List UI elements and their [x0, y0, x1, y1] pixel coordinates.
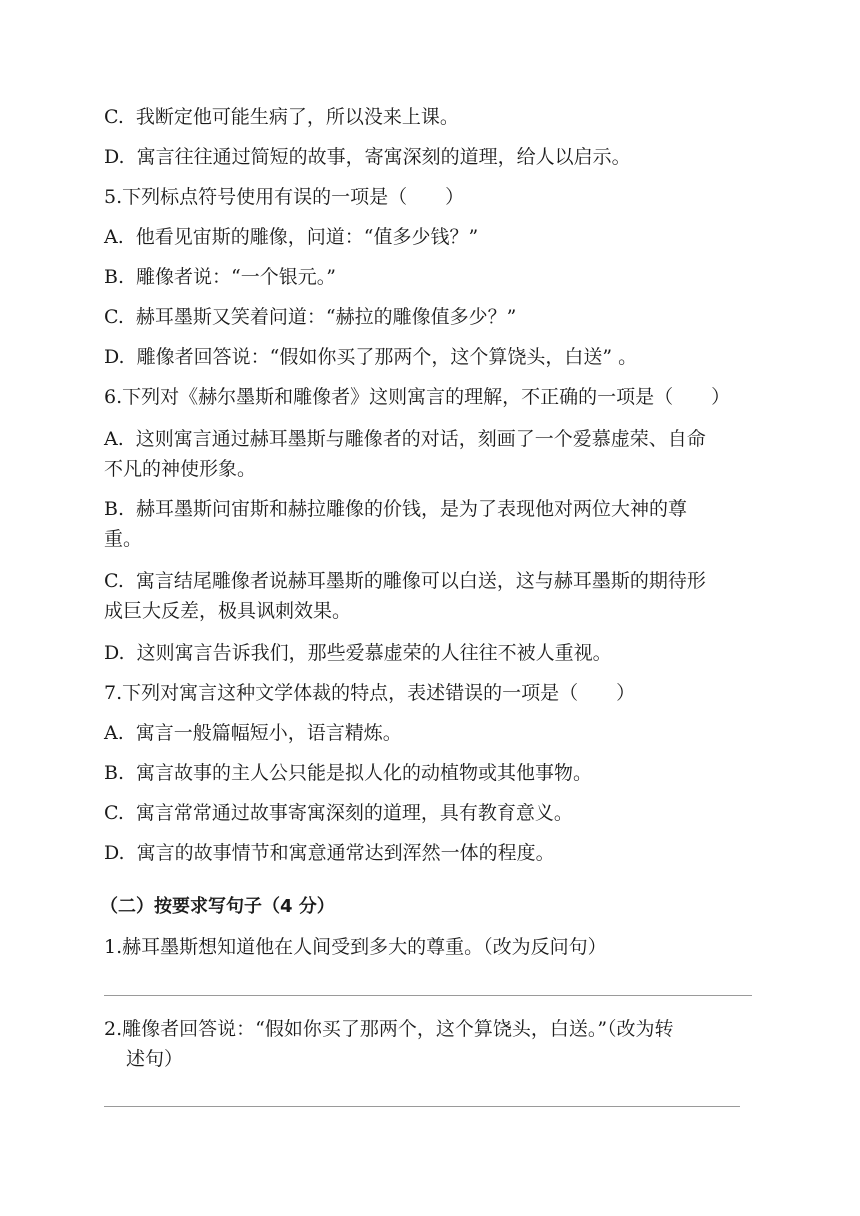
q5-option-d	[104, 342, 764, 372]
option-text: 雕像者说：“一个银元。”	[136, 266, 336, 288]
q7-stem: 7.下列对寓言这种文学体裁的特点，表述错误的一项是（ ）	[104, 682, 636, 704]
option-text: 寓言结尾雕像者说赫耳墨斯的雕像可以白送，这与赫耳墨斯的期待形	[135, 570, 706, 592]
option-letter: D.	[104, 642, 125, 664]
option-text: 这则寓言告诉我们，那些爱慕虚荣的人往往不被人重视。	[136, 642, 612, 664]
q7-option-d	[104, 838, 764, 868]
option-text: 寓言的故事情节和寓意通常达到浑然一体的程度。	[136, 842, 555, 864]
option-letter: A.	[104, 722, 124, 744]
option-text: 赫耳墨斯又笑着问道：“赫拉的雕像值多少？”	[135, 306, 517, 328]
q6-option-a	[104, 424, 764, 454]
q6-stem: 6.下列对《赫尔墨斯和雕像者》这则寓言的理解，不正确的一项是（ ）	[104, 386, 731, 408]
option-letter: D.	[104, 842, 125, 864]
q6-option-c	[104, 566, 764, 596]
q6-option-b	[104, 494, 764, 524]
option-letter: D.	[104, 346, 125, 368]
option-text: 这则寓言通过赫耳墨斯与雕像者的对话，刻画了一个爱慕虚荣、自命	[135, 428, 706, 450]
q7-option-b	[104, 758, 764, 788]
option-text: 寓言往往通过简短的故事，寄寓深刻的道理，给人以启示。	[136, 146, 631, 168]
option-letter: C.	[104, 106, 124, 128]
q6-option-a-continued: 不凡的神使形象。	[104, 458, 257, 480]
section-heading: （二）按要求写句子（4 分）	[100, 896, 335, 917]
q5-option-a	[104, 222, 764, 252]
answer-line-2[interactable]	[104, 1106, 740, 1107]
option-text: 寓言一般篇幅短小，语言精炼。	[135, 722, 402, 744]
sentence-task-2: 2.雕像者回答说：“假如你买了那两个，这个算饶头，白送。”（改为转	[104, 1018, 674, 1040]
option-letter: B.	[104, 266, 125, 288]
q6-option-c-continued: 成巨大反差，极具讽刺效果。	[104, 600, 352, 622]
option-text: 赫耳墨斯问宙斯和赫拉雕像的价钱，是为了表现他对两位大神的尊	[136, 498, 688, 520]
option-text: 我断定他可能生病了，所以没来上课。	[135, 106, 459, 128]
option-text: 寓言故事的主人公只能是拟人化的动植物或其他事物。	[136, 762, 593, 784]
option-letter: D.	[104, 146, 125, 168]
q5-option-b	[104, 262, 764, 292]
q6-option-d	[104, 638, 764, 668]
option-text: 雕像者回答说：“假如你买了那两个，这个算饶头，白送” 。	[136, 346, 638, 368]
q6-option-b-continued: 重。	[104, 528, 143, 550]
q5-option-c	[104, 302, 764, 332]
q7-option-c	[104, 798, 764, 828]
option-letter: B.	[104, 498, 125, 520]
option-letter: C.	[104, 802, 124, 824]
option-letter: C.	[104, 306, 124, 328]
answer-line-1[interactable]	[104, 995, 752, 996]
sentence-task-2-continued: 述句）	[126, 1048, 184, 1070]
option-letter: A.	[104, 226, 124, 248]
q5-stem: 5.下列标点符号使用有误的一项是（ ）	[104, 186, 465, 208]
option-letter: B.	[104, 762, 125, 784]
option-letter: A.	[104, 428, 124, 450]
sentence-task-1: 1.赫耳墨斯想知道他在人间受到多大的尊重。（改为反问句）	[104, 936, 607, 958]
q7-option-a	[104, 718, 764, 748]
option-text: 他看见宙斯的雕像，问道：“值多少钱？”	[135, 226, 479, 248]
option-text: 寓言常常通过故事寄寓深刻的道理，具有教育意义。	[135, 802, 573, 824]
option-letter: C.	[104, 570, 124, 592]
q4-option-c	[104, 102, 764, 132]
q4-option-d	[104, 142, 764, 172]
